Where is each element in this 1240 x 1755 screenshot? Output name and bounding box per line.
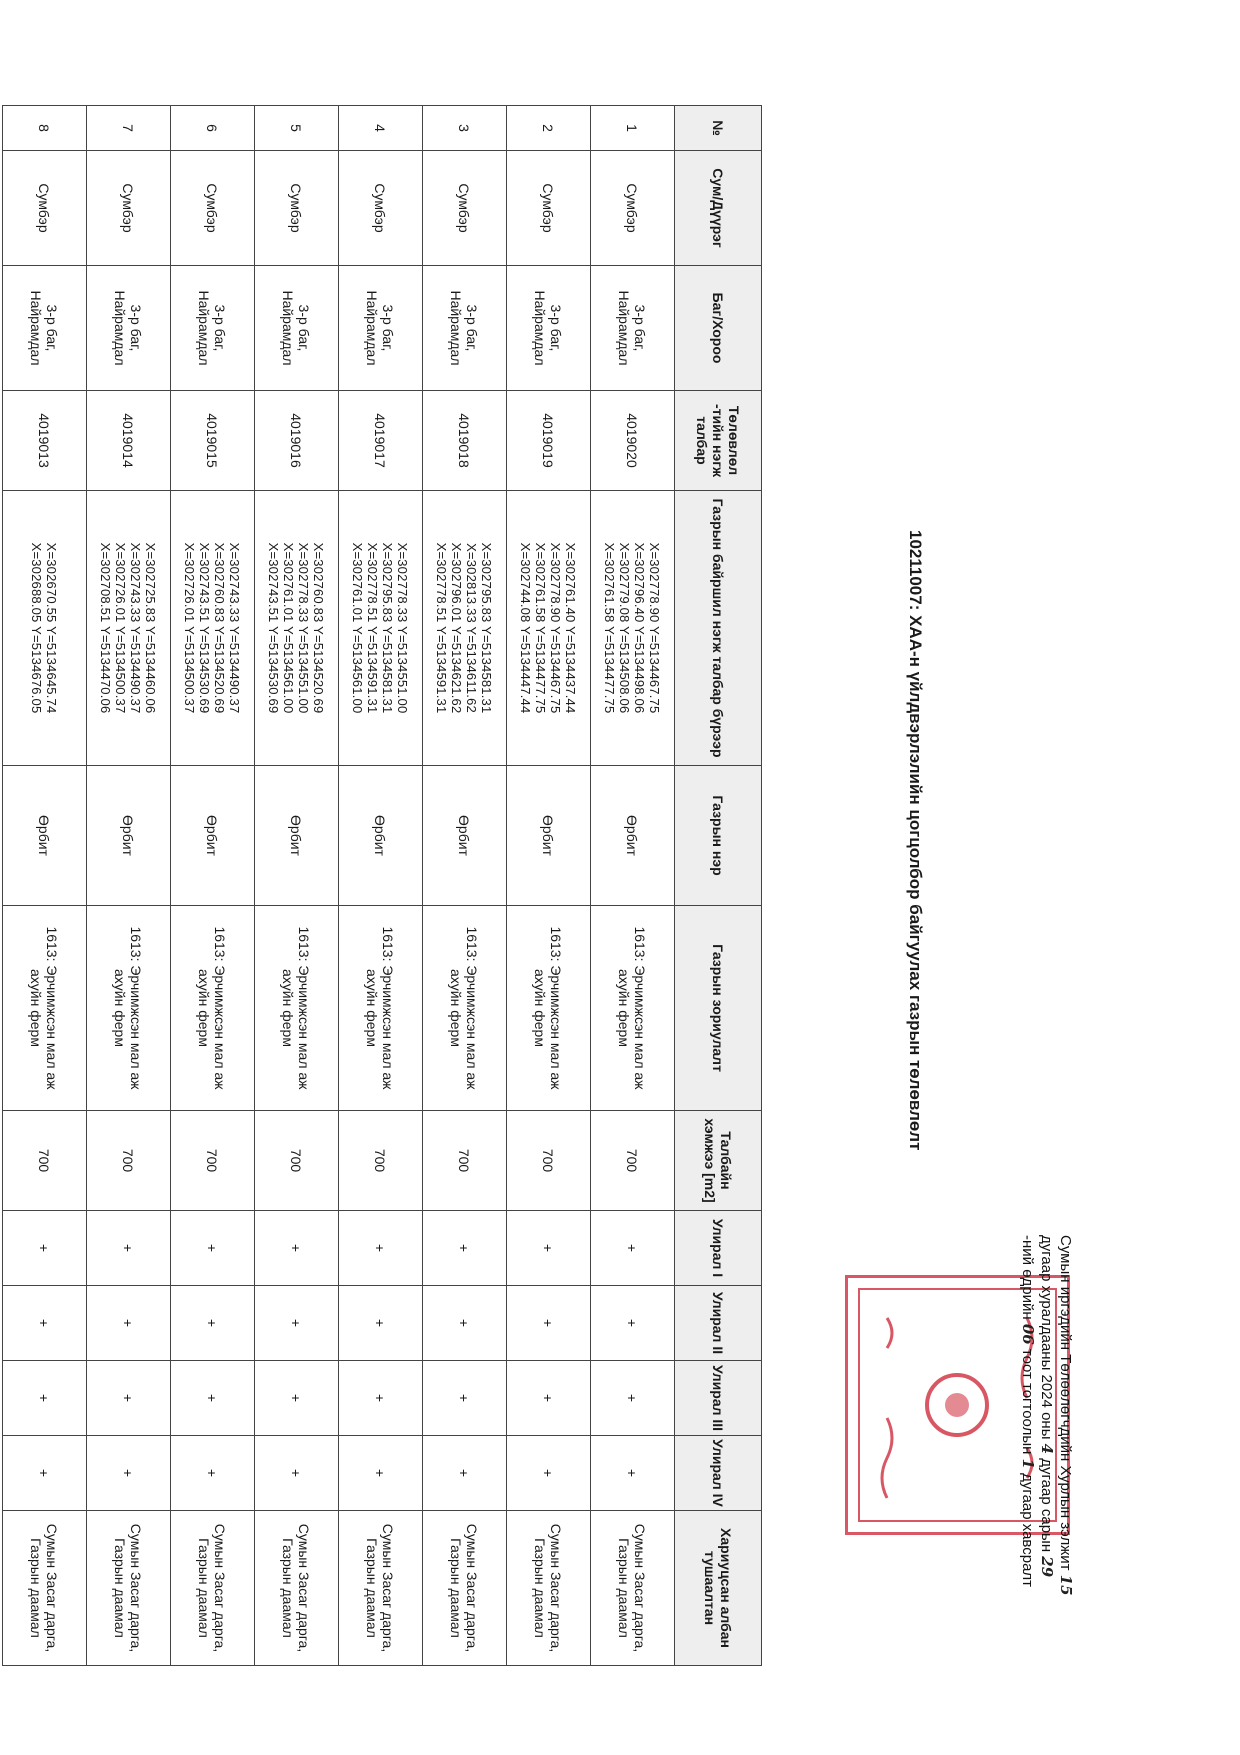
header-coords: Газрын байршил нэгж талбар бүрээр bbox=[675, 491, 762, 766]
approval-note-line3: -ний өдрийн 06 тоот тогтоолын 1 дугаар хавсралт bbox=[1019, 1235, 1037, 1588]
cell-soum: Сумбэр bbox=[87, 151, 171, 266]
cell-soum: Сумбэр bbox=[339, 151, 423, 266]
header-bag: Баг/Хороо bbox=[675, 266, 762, 391]
cell-bag: 3-р баг, Найрамдал bbox=[339, 266, 423, 391]
cell-q1: + bbox=[591, 1211, 675, 1286]
handwritten-month: 4 bbox=[1038, 1443, 1056, 1455]
cell-responsible: Сумын Засаг дарга, Газрын даамал bbox=[507, 1511, 591, 1666]
cell-plan-area: 4019018 bbox=[423, 391, 507, 491]
cell-no: 6 bbox=[171, 106, 255, 151]
handwritten-day: 29 bbox=[1038, 1556, 1056, 1578]
cell-purpose: 1613: Эрчимжсэн мал аж ахуйн ферм bbox=[507, 906, 591, 1111]
table-row bbox=[423, 106, 507, 1666]
approval-note-line2: дугаар хуралдааны 2024 оны 4 дугаар сарын 29 bbox=[1038, 1235, 1056, 1578]
cell-plan-area: 4019013 bbox=[3, 391, 87, 491]
table-row bbox=[591, 106, 675, 1666]
cell-q1: + bbox=[507, 1211, 591, 1286]
cell-area: 700 bbox=[255, 1111, 339, 1211]
cell-land-name: Өрбит bbox=[507, 766, 591, 906]
cell-soum: Сумбэр bbox=[255, 151, 339, 266]
cell-coords: X=302761.40 Y=5134437.44 X=302778.90 Y=5134467.75 X=302761.58 Y=5134477.75 X=302744.08 Y=5134447.44 bbox=[507, 491, 591, 766]
cell-q4: + bbox=[423, 1436, 507, 1511]
cell-purpose: 1613: Эрчимжсэн мал аж ахуйн ферм bbox=[339, 906, 423, 1111]
land-plan-table bbox=[2, 105, 762, 1666]
cell-q4: + bbox=[591, 1436, 675, 1511]
cell-land-name: Өрбит bbox=[87, 766, 171, 906]
cell-q4: + bbox=[3, 1436, 87, 1511]
cell-no: 3 bbox=[423, 106, 507, 151]
cell-responsible: Сумын Засаг дарга, Газрын даамал bbox=[339, 1511, 423, 1666]
cell-soum: Сумбэр bbox=[423, 151, 507, 266]
cell-soum: Сумбэр bbox=[507, 151, 591, 266]
header-no: № bbox=[675, 106, 762, 151]
cell-plan-area: 4019019 bbox=[507, 391, 591, 491]
cell-q4: + bbox=[171, 1436, 255, 1511]
header-q4: Улирал IV bbox=[675, 1436, 762, 1511]
cell-q3: + bbox=[423, 1361, 507, 1436]
cell-area: 700 bbox=[339, 1111, 423, 1211]
header-q2: Улирал II bbox=[675, 1286, 762, 1361]
cell-q2: + bbox=[171, 1286, 255, 1361]
cell-q4: + bbox=[255, 1436, 339, 1511]
cell-q1: + bbox=[3, 1211, 87, 1286]
cell-bag: 3-р баг, Найрамдал bbox=[3, 266, 87, 391]
cell-coords: X=302725.83 Y=5134460.06 X=302743.33 Y=5134490.37 X=302726.01 Y=5134500.37 X=302708.51 Y=5134470.06 bbox=[87, 491, 171, 766]
cell-land-name: Өрбит bbox=[339, 766, 423, 906]
table-row bbox=[255, 106, 339, 1666]
table-row bbox=[339, 106, 423, 1666]
cell-soum: Сумбэр bbox=[591, 151, 675, 266]
cell-q2: + bbox=[3, 1286, 87, 1361]
cell-no: 8 bbox=[3, 106, 87, 151]
table-row bbox=[507, 106, 591, 1666]
cell-no: 5 bbox=[255, 106, 339, 151]
cell-responsible: Сумын Засаг дарга, Газрын даамал bbox=[3, 1511, 87, 1666]
cell-no: 7 bbox=[87, 106, 171, 151]
cell-q1: + bbox=[87, 1211, 171, 1286]
cell-land-name: Өрбит bbox=[171, 766, 255, 906]
cell-q4: + bbox=[87, 1436, 171, 1511]
cell-land-name: Өрбит bbox=[423, 766, 507, 906]
cell-area: 700 bbox=[87, 1111, 171, 1211]
cell-q4: + bbox=[507, 1436, 591, 1511]
table-row bbox=[171, 106, 255, 1666]
table-header-row bbox=[675, 106, 762, 1666]
header-q1: Улирал I bbox=[675, 1211, 762, 1286]
cell-q1: + bbox=[255, 1211, 339, 1286]
handwritten-resolution-number: 06 bbox=[1019, 1323, 1037, 1345]
cell-bag: 3-р баг, Найрамдал bbox=[591, 266, 675, 391]
handwritten-session-number: 15 bbox=[1057, 1574, 1075, 1596]
cell-q3: + bbox=[171, 1361, 255, 1436]
cell-purpose: 1613: Эрчимжсэн мал аж ахуйн ферм bbox=[591, 906, 675, 1111]
cell-coords: X=302795.83 Y=5134581.31 X=302813.33 Y=5134611.62 X=302796.01 Y=5134621.62 X=302778.51 Y=5134591.31 bbox=[423, 491, 507, 766]
cell-soum: Сумбэр bbox=[171, 151, 255, 266]
cell-coords: X=302760.83 Y=5134520.69 X=302778.33 Y=5134551.00 X=302761.01 Y=5134561.00 X=302743.51 Y=5134530.69 bbox=[255, 491, 339, 766]
cell-plan-area: 4019014 bbox=[87, 391, 171, 491]
handwritten-annex-number: 1 bbox=[1019, 1458, 1037, 1469]
cell-soum: Сумбэр bbox=[3, 151, 87, 266]
cell-purpose: 1613: Эрчимжсэн мал аж ахуйн ферм bbox=[3, 906, 87, 1111]
cell-area: 700 bbox=[507, 1111, 591, 1211]
cell-responsible: Сумын Засаг дарга, Газрын даамал bbox=[87, 1511, 171, 1666]
cell-plan-area: 4019016 bbox=[255, 391, 339, 491]
cell-land-name: Өрбит bbox=[3, 766, 87, 906]
table-row bbox=[3, 106, 87, 1666]
cell-plan-area: 4019017 bbox=[339, 391, 423, 491]
cell-land-name: Өрбит bbox=[255, 766, 339, 906]
cell-purpose: 1613: Эрчимжсэн мал аж ахуйн ферм bbox=[423, 906, 507, 1111]
cell-purpose: 1613: Эрчимжсэн мал аж ахуйн ферм bbox=[171, 906, 255, 1111]
header-q3: Улирал III bbox=[675, 1361, 762, 1436]
cell-q2: + bbox=[339, 1286, 423, 1361]
cell-bag: 3-р баг, Найрамдал bbox=[255, 266, 339, 391]
cell-area: 700 bbox=[423, 1111, 507, 1211]
cell-purpose: 1613: Эрчимжсэн мал аж ахуйн ферм bbox=[87, 906, 171, 1111]
cell-q1: + bbox=[339, 1211, 423, 1286]
cell-q4: + bbox=[339, 1436, 423, 1511]
cell-responsible: Сумын Засаг дарга, Газрын даамал bbox=[171, 1511, 255, 1666]
cell-coords: X=302670.55 Y=5134645.74 X=302688.05 Y=5134676.05 bbox=[3, 491, 87, 766]
cell-responsible: Сумын Засаг дарга, Газрын даамал bbox=[591, 1511, 675, 1666]
cell-coords: X=302743.33 Y=5134490.37 X=302760.83 Y=5134520.69 X=302743.51 Y=5134530.69 X=302726.01 Y=5134500.37 bbox=[171, 491, 255, 766]
cell-coords: X=302778.90 Y=5134467.75 X=302796.40 Y=5134498.06 X=302779.08 Y=5134508.06 X=302761.58 Y=5134477.75 bbox=[591, 491, 675, 766]
cell-coords: X=302778.33 Y=5134551.00 X=302795.83 Y=5134581.31 X=302778.51 Y=5134591.31 X=302761.01 Y=5134561.00 bbox=[339, 491, 423, 766]
cell-q3: + bbox=[87, 1361, 171, 1436]
header-purpose: Газрын зориулалт bbox=[675, 906, 762, 1111]
cell-q1: + bbox=[171, 1211, 255, 1286]
header-responsible: Хариуцсан албан тушаалтан bbox=[675, 1511, 762, 1666]
cell-q2: + bbox=[87, 1286, 171, 1361]
cell-no: 1 bbox=[591, 106, 675, 151]
cell-no: 2 bbox=[507, 106, 591, 151]
cell-bag: 3-р баг, Найрамдал bbox=[507, 266, 591, 391]
cell-q3: + bbox=[339, 1361, 423, 1436]
cell-q2: + bbox=[591, 1286, 675, 1361]
approval-note bbox=[1018, 1235, 1075, 1755]
header-soum: Сум/Дүүрэг bbox=[675, 151, 762, 266]
header-plan-area: Төлөвлөл -тийн нэгж талбар bbox=[675, 391, 762, 491]
cell-responsible: Сумын Засаг дарга, Газрын даамал bbox=[423, 1511, 507, 1666]
cell-area: 700 bbox=[3, 1111, 87, 1211]
cell-bag: 3-р баг, Найрамдал bbox=[423, 266, 507, 391]
cell-q2: + bbox=[423, 1286, 507, 1361]
cell-q2: + bbox=[255, 1286, 339, 1361]
cell-bag: 3-р баг, Найрамдал bbox=[87, 266, 171, 391]
header-land-name: Газрын нэр bbox=[675, 766, 762, 906]
cell-area: 700 bbox=[591, 1111, 675, 1211]
cell-q3: + bbox=[255, 1361, 339, 1436]
cell-plan-area: 4019020 bbox=[591, 391, 675, 491]
cell-q3: + bbox=[3, 1361, 87, 1436]
cell-land-name: Өрбит bbox=[591, 766, 675, 906]
cell-bag: 3-р баг, Найрамдал bbox=[171, 266, 255, 391]
cell-no: 4 bbox=[339, 106, 423, 151]
document-title: 10211007: ХАА-н үйлдвэрлэлийн цогцолбор байгуулах газрын төлөвлөлт bbox=[906, 530, 925, 1151]
cell-q3: + bbox=[591, 1361, 675, 1436]
table-row bbox=[87, 106, 171, 1666]
cell-q2: + bbox=[507, 1286, 591, 1361]
cell-area: 700 bbox=[171, 1111, 255, 1211]
approval-note-line1: Сумын иргэдийн Төлөөлөгчдийн Хурлын зэлжит 15 bbox=[1057, 1235, 1075, 1596]
header-area: Талбайн хэмжээ [m2] bbox=[675, 1111, 762, 1211]
cell-purpose: 1613: Эрчимжсэн мал аж ахуйн ферм bbox=[255, 906, 339, 1111]
cell-q1: + bbox=[423, 1211, 507, 1286]
cell-plan-area: 4019015 bbox=[171, 391, 255, 491]
cell-q3: + bbox=[507, 1361, 591, 1436]
cell-responsible: Сумын Засаг дарга, Газрын даамал bbox=[255, 1511, 339, 1666]
